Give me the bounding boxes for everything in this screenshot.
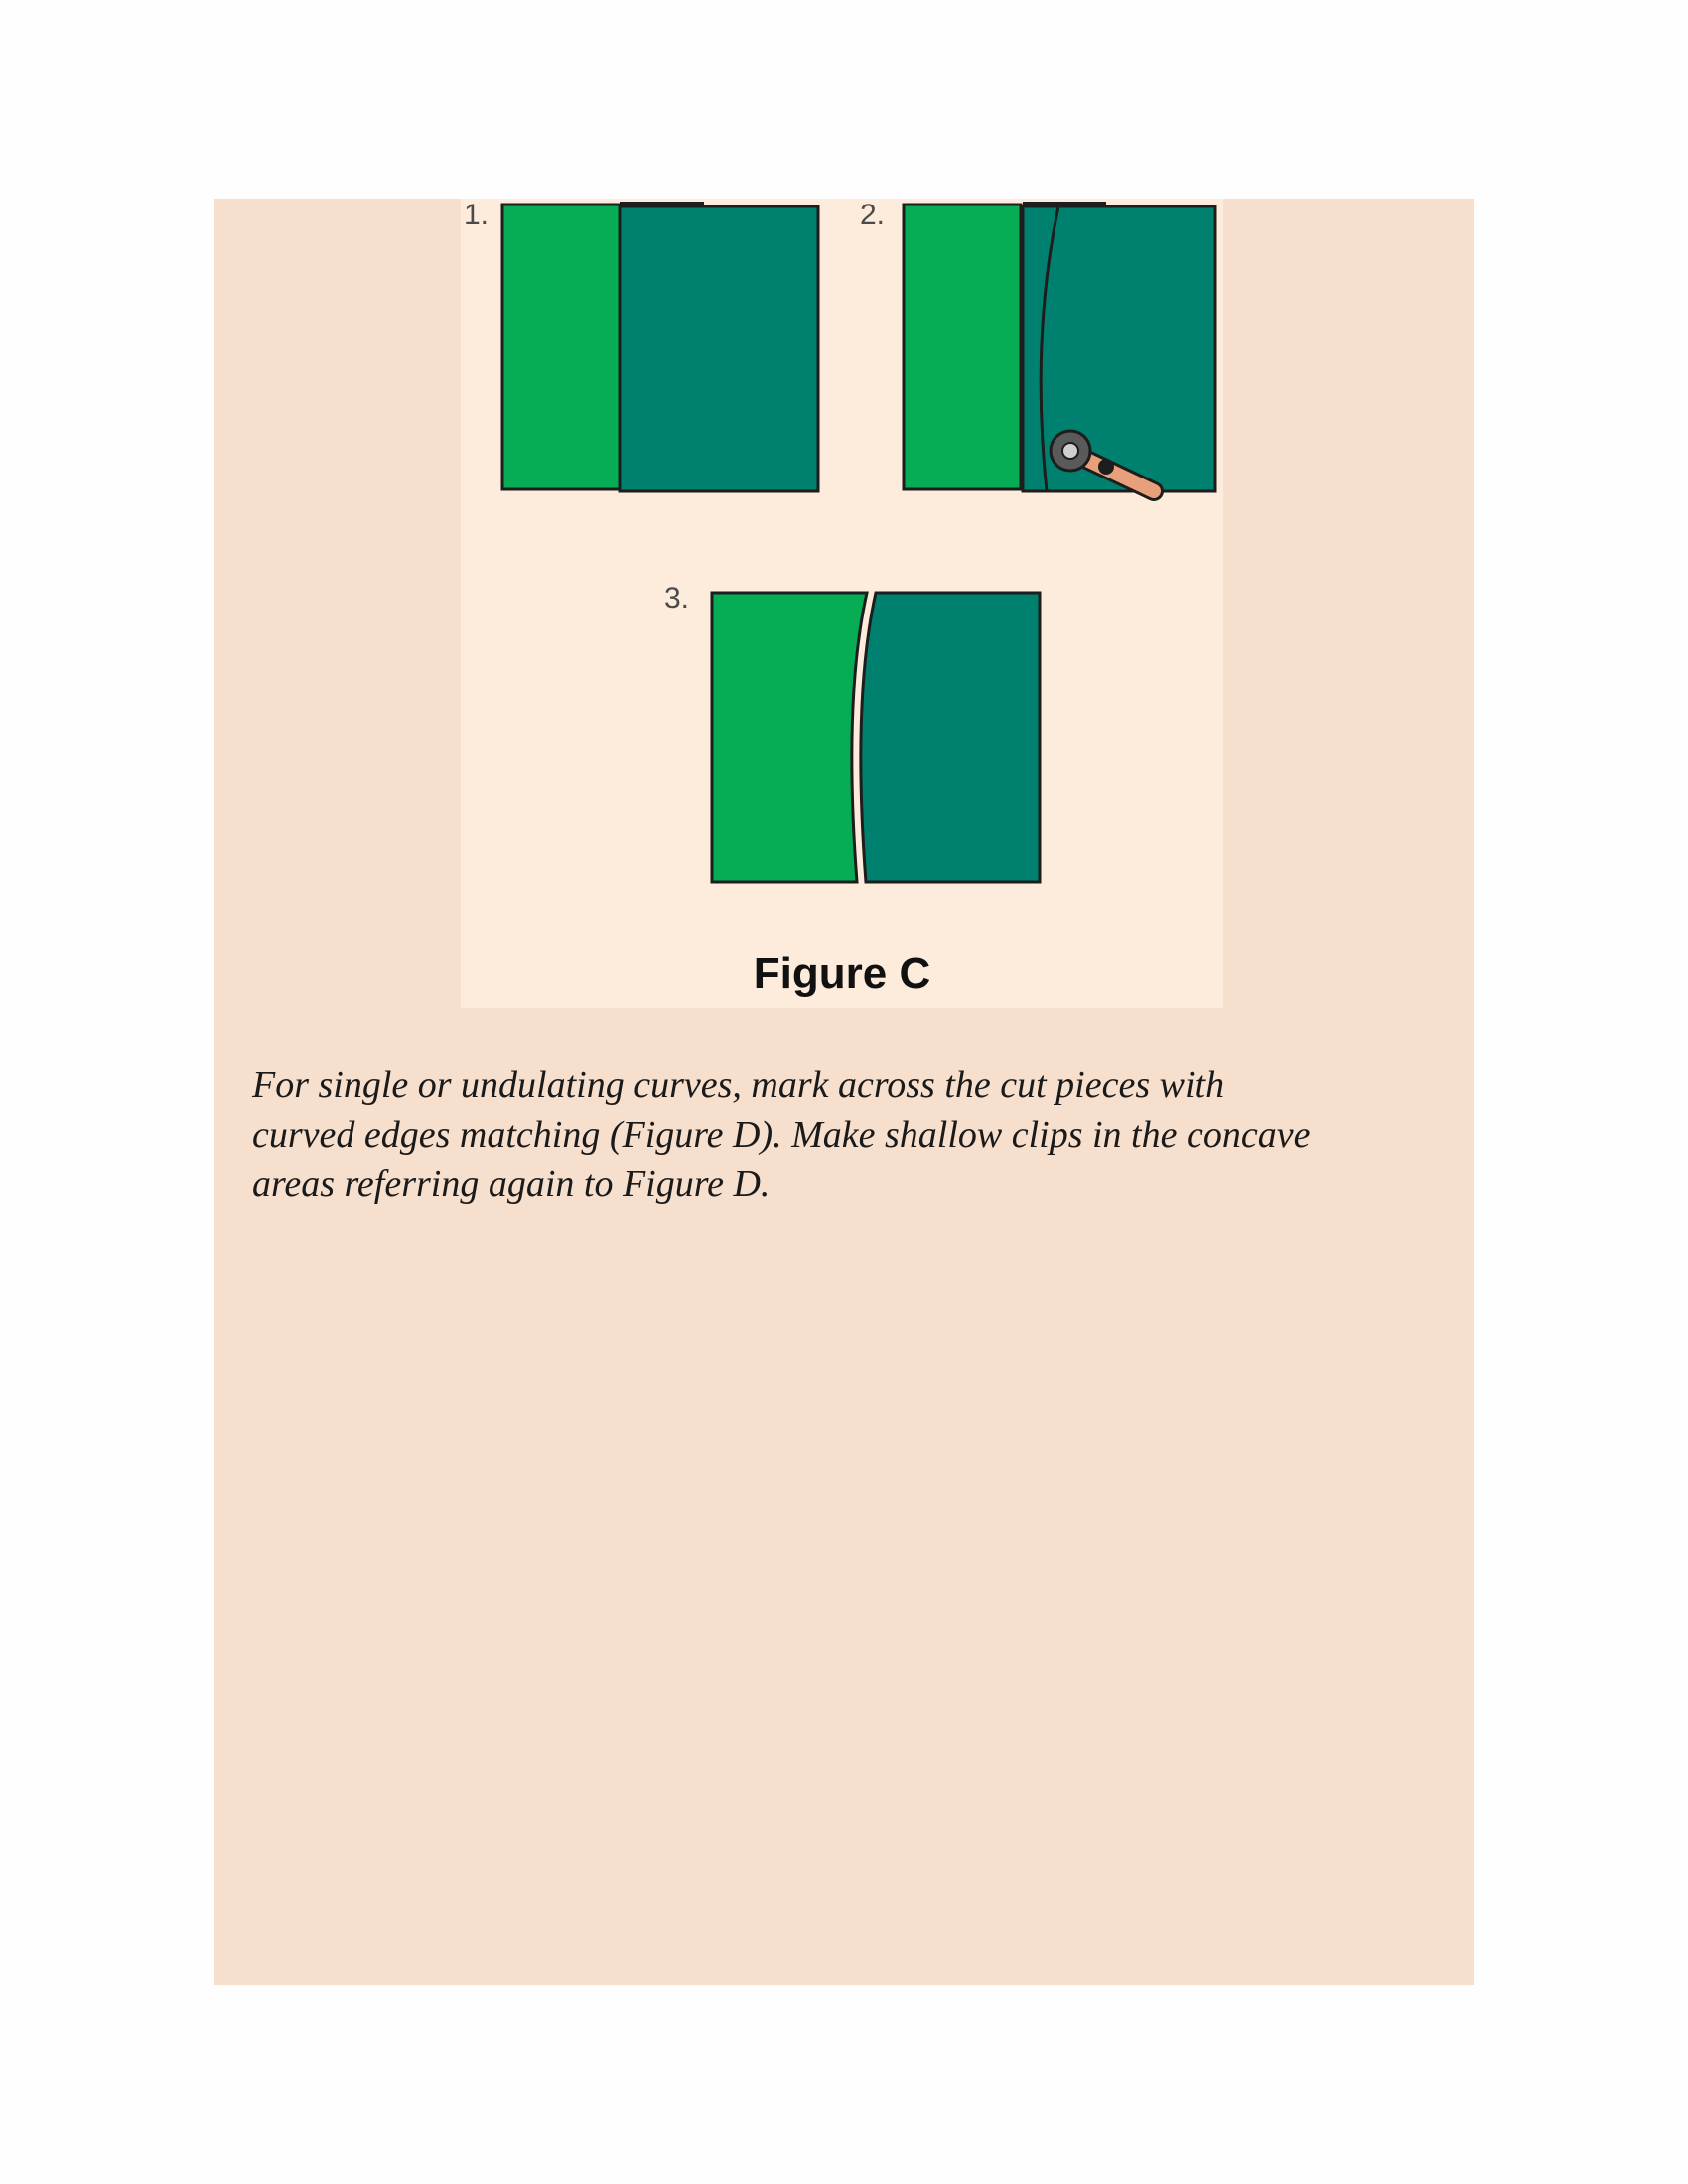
step-2-label: 2. xyxy=(860,199,886,231)
step-2-diagram xyxy=(904,204,1215,491)
figure-c-illustration xyxy=(461,199,1223,1008)
step-3-diagram xyxy=(712,593,1040,882)
paragraph-line: For single or undulating curves, mark across the cut pieces with xyxy=(252,1064,1225,1106)
step-3-label: 3. xyxy=(664,582,690,614)
instruction-paragraph xyxy=(252,1060,1444,1209)
step-2-light-green-strip xyxy=(904,205,1021,489)
step-1-dark-teal-block xyxy=(620,206,818,491)
paragraph-line: areas referring again to Figure D. xyxy=(252,1163,771,1205)
paragraph-line: curved edges matching (Figure D). Make shallow clips in the concave xyxy=(252,1114,1311,1156)
step-1-light-green-strip xyxy=(502,205,620,489)
step-1-diagram xyxy=(502,204,818,491)
figure-c xyxy=(461,199,1223,1008)
step-3-dark-teal-piece xyxy=(861,593,1040,882)
figure-caption: Figure C xyxy=(753,949,931,998)
step-3-light-green-piece xyxy=(712,593,867,882)
step-1-label: 1. xyxy=(464,199,490,231)
